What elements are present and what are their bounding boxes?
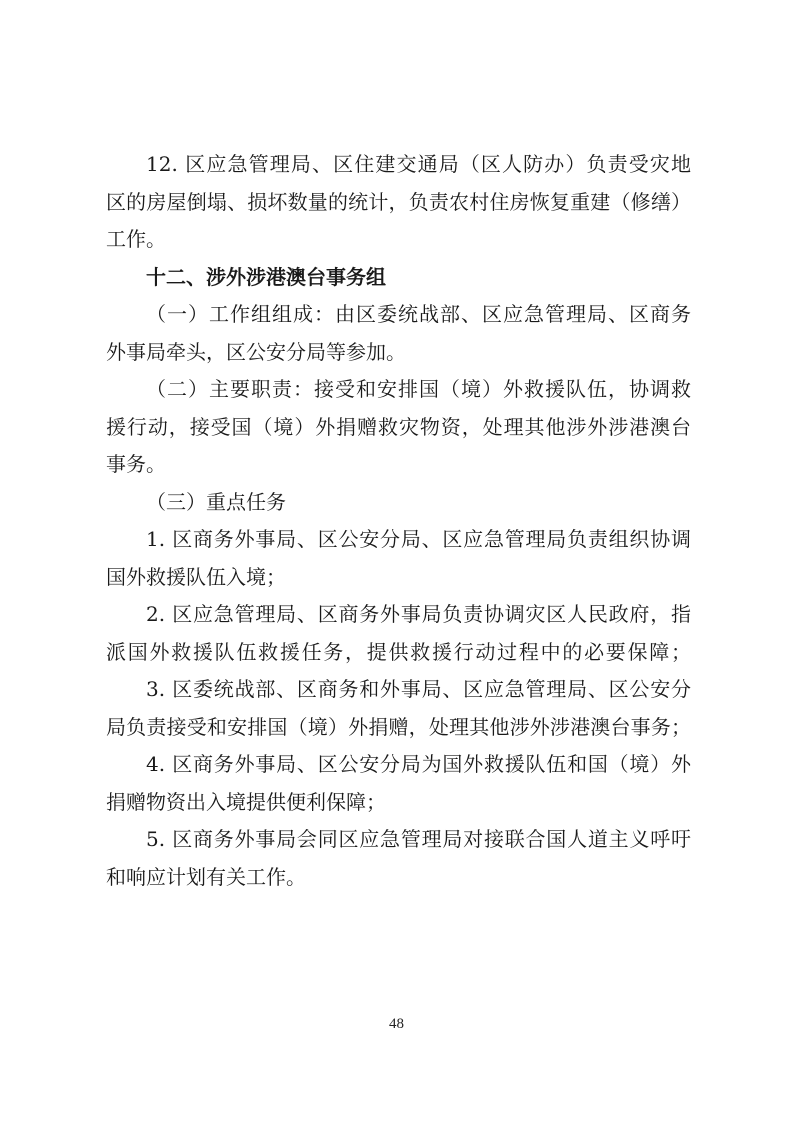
paragraph-line: 5. 区商务外事局会同区应急管理局对接联合国人道主义呼吁 [146,827,691,851]
paragraph-line: 局负责接受和安排国（境）外捐赠，处理其他涉外涉港澳台事务； [106,715,691,739]
paragraph-line: 援行动，接受国（境）外捐赠救灾物资，处理其他涉外涉港澳台 [106,415,691,439]
paragraph-line: 3. 区委统战部、区商务和外事局、区应急管理局、区公安分 [146,677,691,701]
paragraph-line: 4. 区商务外事局、区公安分局为国外救援队伍和国（境）外 [146,752,691,776]
subsection-heading: （三）重点任务 [146,490,286,514]
paragraph-line: 外事局牵头，区公安分局等参加。 [106,340,406,364]
paragraph-line: 1. 区商务外事局、区公安分局、区应急管理局负责组织协调 [146,527,691,551]
paragraph-line: 工作。 [106,227,166,251]
paragraph-line: 2. 区应急管理局、区商务外事局负责协调灾区人民政府，指 [146,602,691,626]
paragraph-line: 捐赠物资出入境提供便利保障； [106,790,386,814]
section-heading: 十二、涉外涉港澳台事务组 [146,265,386,289]
paragraph-line: 国外救援队伍入境； [106,565,286,589]
paragraph-line: 12. 区应急管理局、区住建交通局（区人防办）负责受灾地 [146,152,691,176]
paragraph-line: 区的房屋倒塌、损坏数量的统计，负责农村住房恢复重建（修缮） [106,190,691,214]
paragraph-line: （一）工作组组成：由区委统战部、区应急管理局、区商务 [146,302,691,326]
paragraph-line: （二）主要职责：接受和安排国（境）外救援队伍，协调救 [146,377,691,401]
paragraph-line: 事务。 [106,452,166,476]
paragraph-line: 和响应计划有关工作。 [106,865,306,889]
paragraph-line: 派国外救援队伍救援任务，提供救援行动过程中的必要保障； [106,640,691,664]
page-number: 48 [389,1016,404,1032]
